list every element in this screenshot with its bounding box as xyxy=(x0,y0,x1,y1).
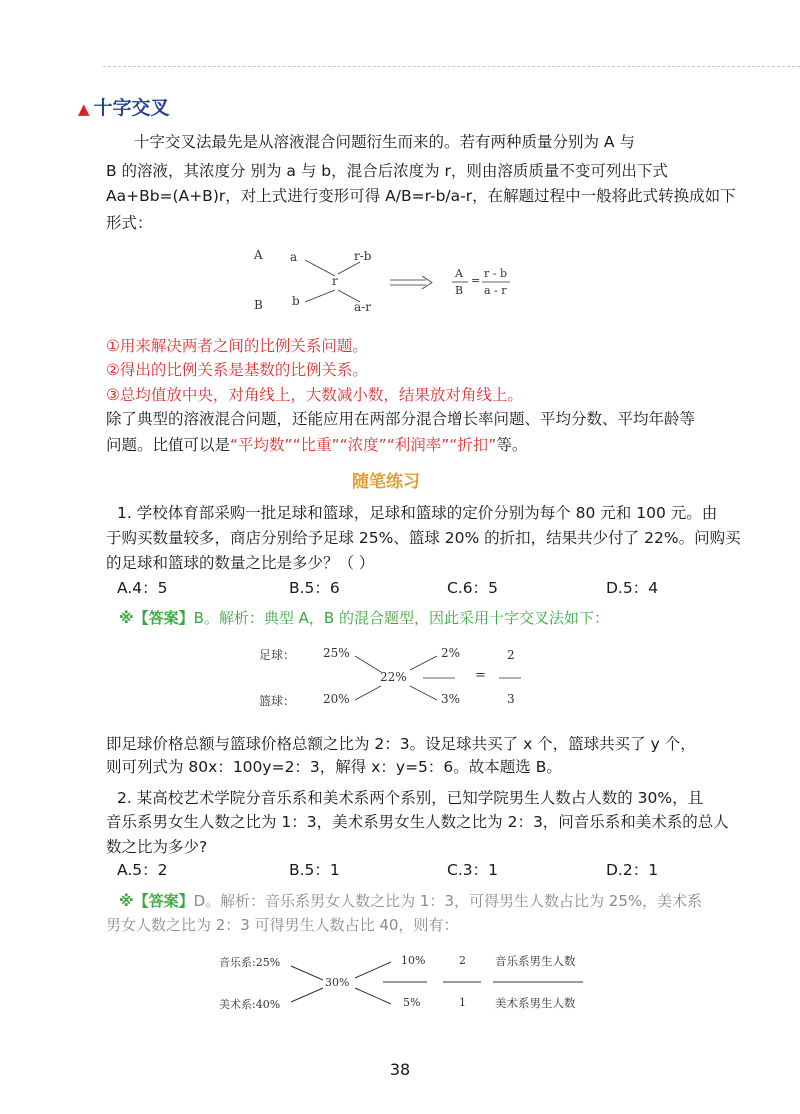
q1-line: 1. 学校体育部采购一批足球和篮球，足球和篮球的定价分别为每个 80 元和 100 元。由 xyxy=(117,504,718,522)
q1-option-b: B.5：6 xyxy=(289,579,340,597)
intro-line: 十字交叉法最先是从溶液混合问题衍生而来的。若有两种质量分别为 A 与 xyxy=(134,133,635,151)
q1-line: 于购买数量较多，商店分别给予足球 25%、篮球 20% 的折扣，结果共少付了 22%。问购买 xyxy=(106,529,741,547)
q2-line: 音乐系男女生人数之比为 1：3，美术系男女生人数之比为 2：3，问音乐系和美术系的总人 xyxy=(106,813,729,831)
q1-center: 22% xyxy=(380,670,407,684)
q2-mid-top: 10% xyxy=(401,954,426,967)
practice-title: 随笔练习 xyxy=(352,472,420,492)
label-a-upper: A xyxy=(254,248,263,262)
answer-label: ※【答案】 xyxy=(119,892,194,910)
label-a-minus-r: a-r xyxy=(354,300,371,314)
label-r: r xyxy=(332,274,338,288)
q1-row1-value: 25% xyxy=(323,646,350,660)
q1-option-c: C.6：5 xyxy=(447,579,498,597)
page-number: 38 xyxy=(389,1060,411,1079)
q1-explain: 即足球价格总额与篮球价格总额之比为 2：3。设足球共买了 x 个，篮球共买了 y 个， xyxy=(106,735,696,753)
q2-answer-line2: 男女人数之比为 2：3 可得男生人数占比 40，则有： xyxy=(106,916,459,934)
q1-explain: 则可列式为 80x：100y=2：3，解得 x：y=5：6。故本题选 B。 xyxy=(106,758,562,776)
label-b-lower: b xyxy=(292,294,300,308)
q2-mid-bottom: 5% xyxy=(403,996,421,1009)
section-title: 十字交叉 xyxy=(93,97,170,119)
q2-line: 2. 某高校艺术学院分音乐系和美术系两个系别，已知学院男生人数占人数的 30%，且 xyxy=(117,789,704,807)
intro-line: Aa+Bb=(A+B)r，对上式进行变形可得 A/B=r-b/a-r，在解题过程中一般将此式转换成如下 xyxy=(106,187,736,205)
extra-suffix: 等。 xyxy=(496,436,528,454)
q2-right-bottom: 美术系男生人数 xyxy=(495,996,576,1010)
q2-row2: 美术系:40% xyxy=(219,998,281,1011)
equals-sign: = xyxy=(471,274,481,287)
q1-ratio-top: 2 xyxy=(507,648,515,662)
q2-ratio-top: 2 xyxy=(459,954,466,967)
q2-option-a: A.5：2 xyxy=(117,861,168,879)
fraction-numerator: A xyxy=(455,267,463,280)
q2-option-c: C.3：1 xyxy=(447,861,498,879)
intro-line: 形式： xyxy=(106,214,153,232)
fraction-denominator: B xyxy=(455,284,464,297)
q1-option-d: D.5：4 xyxy=(606,579,659,597)
result-denominator: a - r xyxy=(484,284,507,297)
cross-diagram-general xyxy=(250,244,530,318)
result-numerator: r - b xyxy=(484,267,508,280)
extra-prefix: 问题。比值可以是 xyxy=(106,436,231,454)
label-b-upper: B xyxy=(254,298,263,312)
q1-line: 的足球和篮球的数量之比是多少？（ ） xyxy=(106,554,375,572)
q1-equals: = xyxy=(475,668,486,683)
q1-right-bottom: 3% xyxy=(441,692,461,706)
triangle-icon: ▲ xyxy=(78,100,90,118)
q1-row2-label: 篮球： xyxy=(259,694,296,708)
label-r-minus-b: r-b xyxy=(354,249,372,263)
q1-ratio-bottom: 3 xyxy=(507,692,515,706)
intro-line: B 的溶液，其浓度分 别为 a 与 b，混合后浓度为 r，则由溶质质量不变可列出下式 xyxy=(106,162,668,180)
q2-center: 30% xyxy=(325,976,350,989)
answer-text: B。解析：典型 A，B 的混合题型，因此采用十字交叉法如下： xyxy=(193,609,609,627)
q2-ratio-bottom: 1 xyxy=(459,996,466,1009)
point-1: ①用来解决两者之间的比例关系问题。 xyxy=(106,337,368,355)
point-3: ③总均值放中央，对角线上，大数减小数，结果放对角线上。 xyxy=(106,386,523,404)
q1-option-a: A.4：5 xyxy=(117,579,168,597)
q1-row2-value: 20% xyxy=(323,692,350,706)
extra-terms: “平均数”“比重”“浓度”“利润率”“折扣” xyxy=(230,436,497,454)
label-a-lower: a xyxy=(290,250,298,264)
q2-answer xyxy=(119,889,702,913)
q1-row1-label: 足球： xyxy=(259,648,296,662)
q2-line: 数之比为多少? xyxy=(106,838,208,856)
answer-text: D。解析：音乐系男女人数之比为 1：3，可得男生人数占比为 25%，美术系 xyxy=(193,892,703,910)
q2-option-b: B.5：1 xyxy=(289,861,340,879)
extra-line: 除了典型的溶液混合问题，还能应用在两部分混合增长率问题、平均分数、平均年龄等 xyxy=(106,410,696,428)
cross-diagram-q2 xyxy=(215,950,595,1016)
section-heading xyxy=(78,96,170,121)
q2-row1: 音乐系:25% xyxy=(219,956,281,969)
q2-option-d: D.2：1 xyxy=(606,861,659,879)
extra-line-2 xyxy=(106,433,527,457)
q1-answer xyxy=(119,606,609,630)
point-2: ②得出的比例关系是基数的比例关系。 xyxy=(106,361,368,379)
q1-right-top: 2% xyxy=(441,646,461,660)
answer-label: ※【答案】 xyxy=(119,609,194,627)
cross-diagram-q1 xyxy=(255,640,535,714)
q2-right-top: 音乐系男生人数 xyxy=(495,954,576,968)
header-rule xyxy=(103,66,800,67)
